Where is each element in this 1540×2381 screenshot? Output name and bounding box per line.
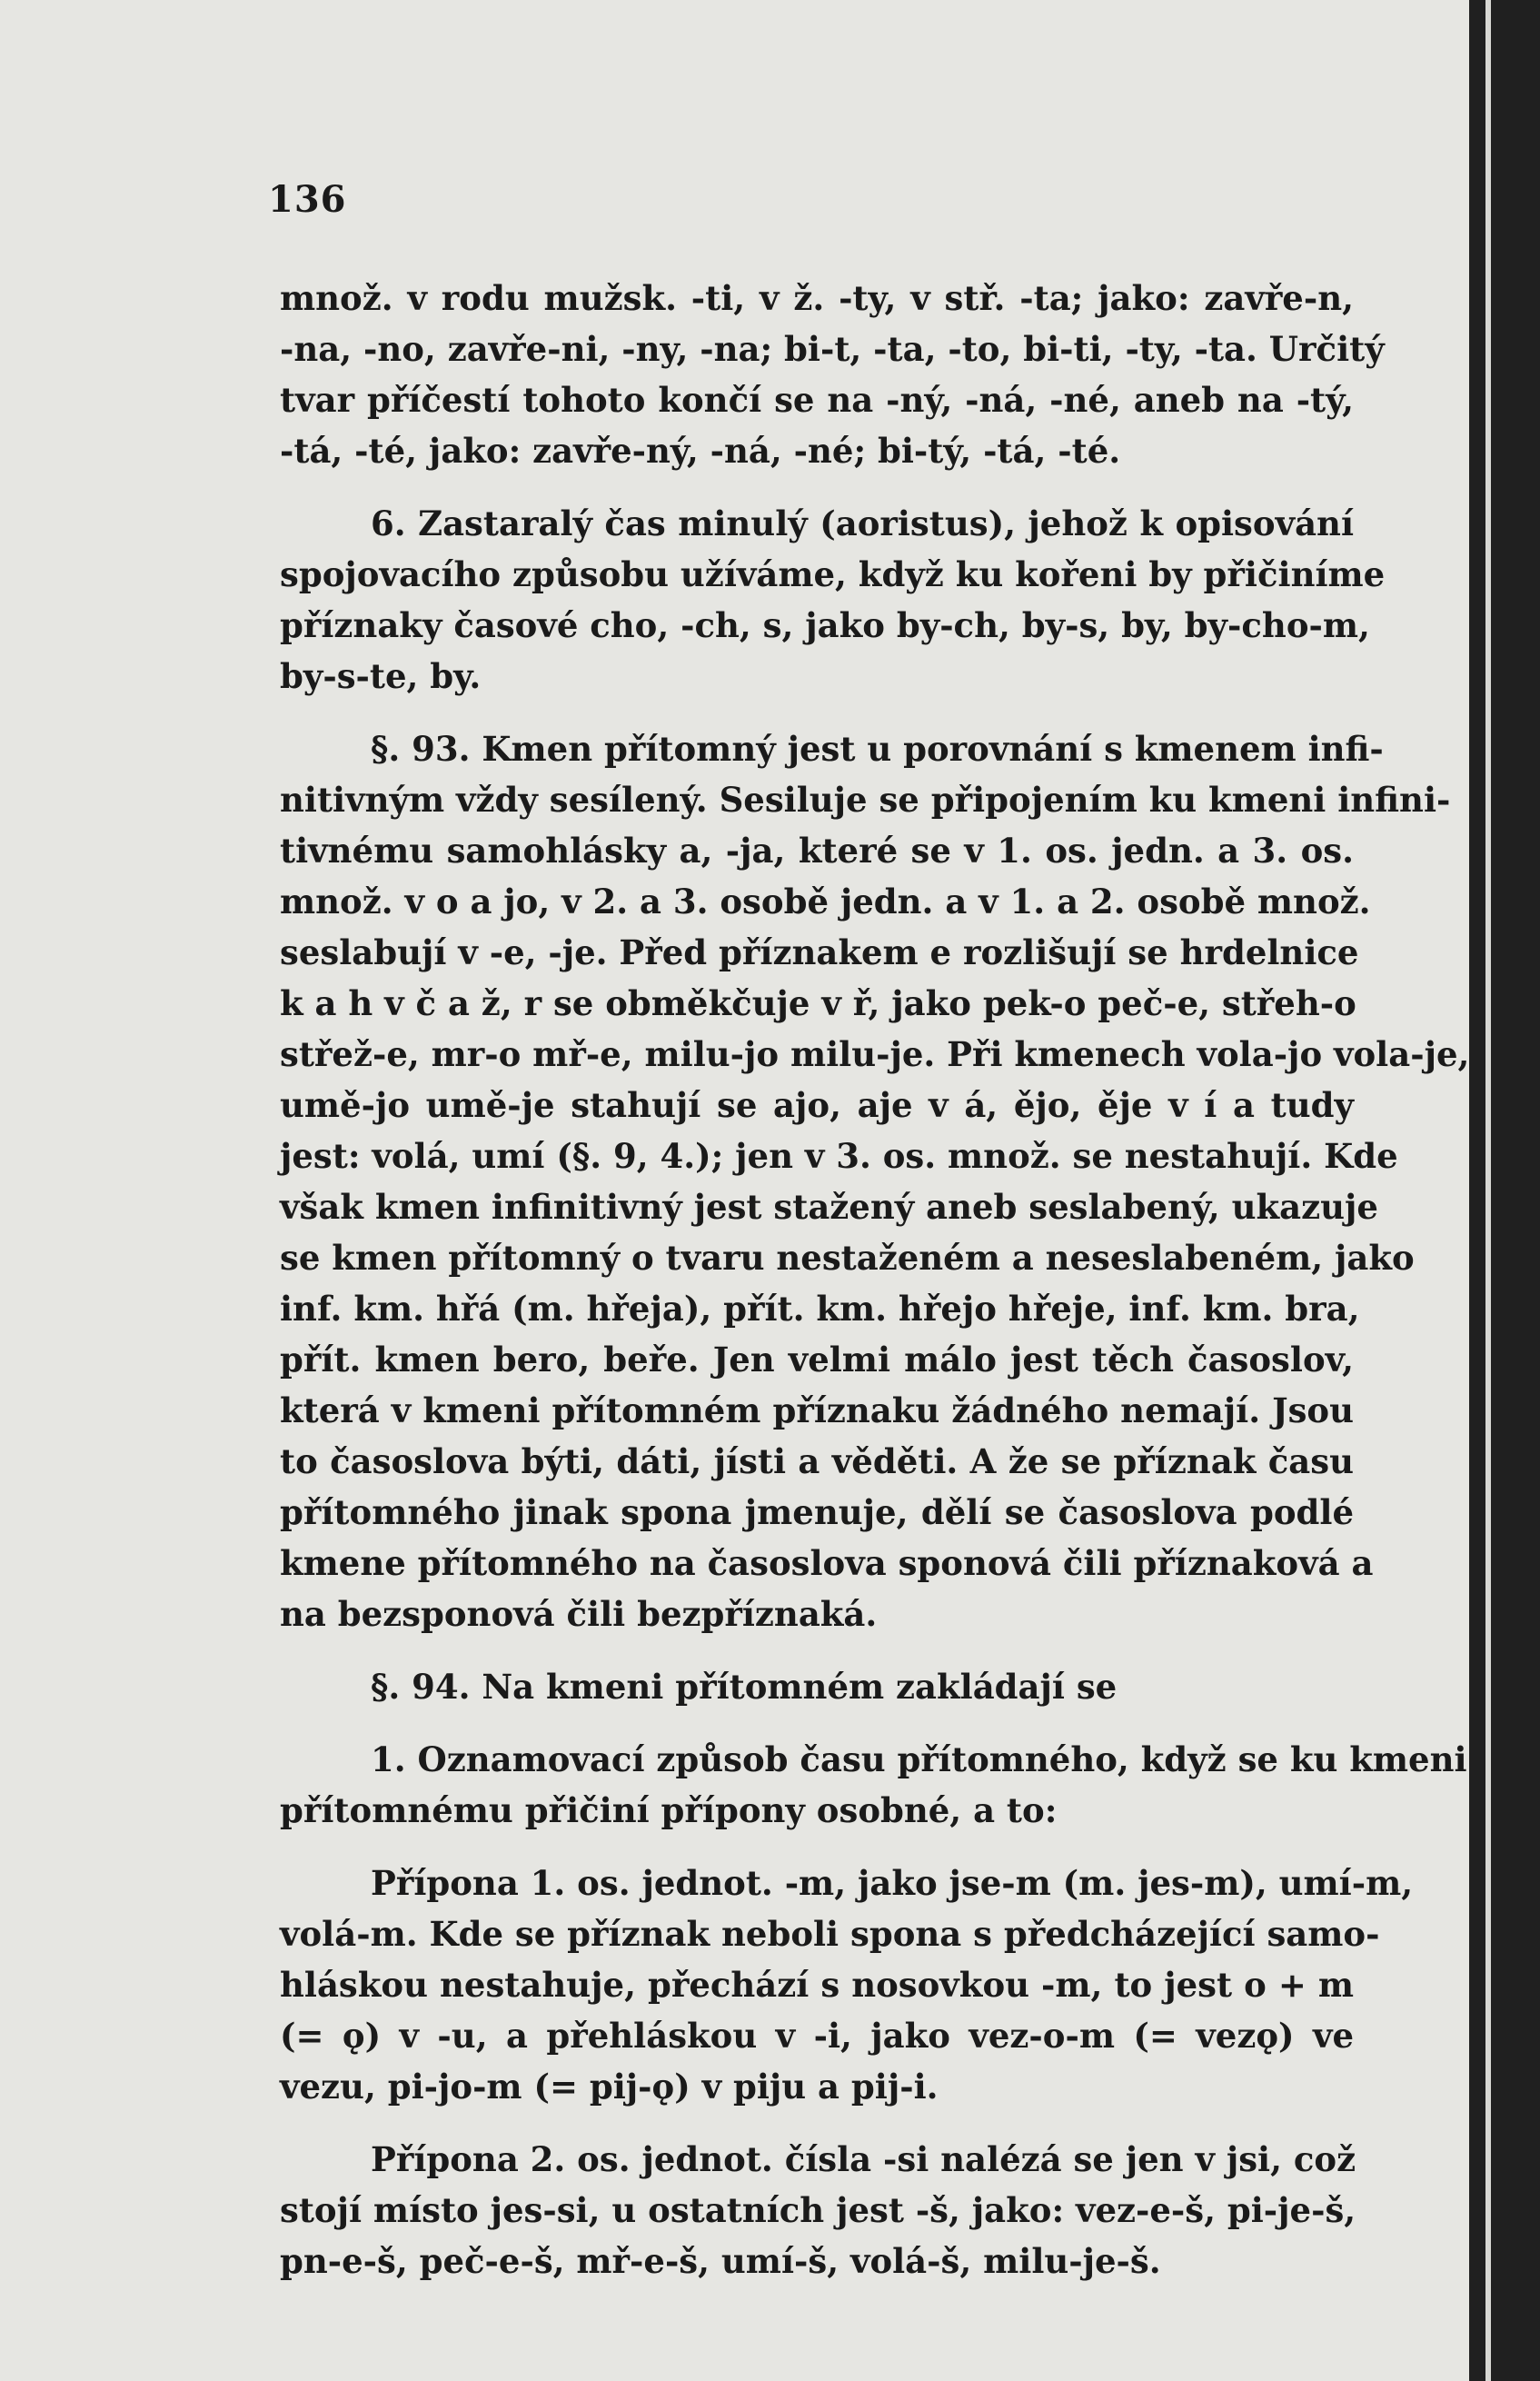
text-line: Přípona 1. os. jednot. -m, jako jse-m (m. jes-m), umí-m, (371, 1863, 1414, 1903)
text-line: volá-m. Kde se příznak neboli spona s předcházející samo- (280, 1914, 1380, 1954)
text-line: se kmen přítomný o tvaru nestaženém a neseslabeném, jako (280, 1238, 1415, 1278)
text-line: stojí místo jes-si, u ostatních jest -š, jako: vez-e-š, pi-je-š, (280, 2190, 1356, 2230)
text-line: k a h v č a ž, r se obměkčuje v ř, jako pek-o peč-e, střeh-o (280, 983, 1356, 1023)
text-line: příznaky časové cho, -ch, s, jako by-ch, by-s, by, by-cho-m, (280, 605, 1370, 645)
text-line: to časoslova býti, dáti, jísti a věděti. A že se příznak času (280, 1441, 1354, 1481)
text-line: přítomnému přičiní přípony osobné, a to: (280, 1790, 1058, 1830)
text-line: pn-e-š, peč-e-š, mř-e-š, umí-š, volá-š, milu-je-š. (280, 2241, 1161, 2281)
paragraph-p-6 (280, 498, 1386, 702)
text-line: tvar příčestí tohoto končí se na -ný, -ná, -né, aneb na -tý, (280, 380, 1354, 420)
text-line: střež-e, mr-o mř-e, milu-jo milu-je. Při kmenech vola-jo vola-je, (280, 1034, 1470, 1074)
paragraph-p-94-1 (280, 1734, 1467, 1836)
text-line: přít. kmen bero, beře. Jen velmi málo jest těch časoslov, (280, 1340, 1354, 1380)
text-line: 6. Zastaralý čas minulý (aoristus), jehož k opisování (371, 503, 1354, 543)
text-line: (= ǫ) v -u, a přehláskou v -i, jako vez-o-m (= vezǫ) ve (280, 2016, 1354, 2056)
text-line: tivnému samohlásky a, -ja, které se v 1. os. jedn. a 3. os. (280, 831, 1354, 871)
text-line: jest: volá, umí (§. 9, 4.); jen v 3. os. množ. se nestahují. Kde (280, 1136, 1398, 1176)
page-number: 136 (268, 178, 347, 221)
body-text (280, 273, 1470, 2286)
text-line: na bezsponová čili bezpříznaká. (280, 1594, 878, 1634)
text-line: inf. km. hřá (m. hřeja), přít. km. hřejo hřeje, inf. km. bra, (280, 1289, 1360, 1329)
text-line: 1. Oznamovací způsob času přítomného, když se ku kmeni (371, 1739, 1467, 1779)
text-line: hláskou nestahuje, přechází s nosovkou -m, to jest o + m (280, 1965, 1354, 2005)
text-line: spojovacího způsobu užíváme, když ku kořeni by přičiníme (280, 554, 1386, 594)
text-line: §. 94. Na kmeni přítomném zakládají se (371, 1667, 1118, 1707)
paragraph-p-pripona-2 (280, 2134, 1354, 2286)
text-line: vezu, pi-jo-m (= pij-ǫ) v piju a pij-i. (280, 2067, 939, 2107)
text-line: -tá, -té, jako: zavře-ný, -ná, -né; bi-tý, -tá, -té. (280, 431, 1121, 471)
text-line: množ. v o a jo, v 2. a 3. osobě jedn. a v 1. a 2. osobě množ. (280, 882, 1371, 922)
text-line: množ. v rodu mužsk. -ti, v ž. -ty, v stř. -ta; jako: zavře-n, (280, 278, 1354, 318)
text-line: §. 93. Kmen přítomný jest u porovnání s kmenem infi- (371, 729, 1384, 769)
text-line: nitivným vždy sesílený. Sesiluje se připojením ku kmeni infini- (280, 780, 1451, 820)
text-line: umě-jo umě-je stahují se ajo, aje v á, ějo, ěje v í a tudy (280, 1085, 1354, 1125)
text-line: by-s-te, by. (280, 656, 482, 696)
paragraph-p-pripona-1 (280, 1858, 1414, 2112)
paragraph-p-93 (280, 723, 1470, 1639)
page-edge-shadow (1469, 0, 1540, 2381)
text-line: seslabují v -e, -je. Před příznakem e rozlišují se hrdelnice (280, 932, 1359, 972)
text-line: která v kmeni přítomném příznaku žádného nemají. Jsou (280, 1390, 1354, 1430)
paragraph-p-cont (280, 273, 1385, 476)
text-line: Přípona 2. os. jednot. čísla -si nalézá se jen v jsi, což (371, 2139, 1356, 2179)
text-line: kmene přítomného na časoslova sponová čili příznaková a (280, 1543, 1374, 1583)
text-line: však kmen infinitivný jest stažený aneb seslabený, ukazuje (280, 1187, 1378, 1227)
paragraph-p-94 (280, 1661, 1354, 1712)
text-line: přítomného jinak spona jmenuje, dělí se časoslova podlé (280, 1492, 1354, 1532)
text-line: -na, -no, zavře-ni, -ny, -na; bi-t, -ta, -to, bi-ti, -ty, -ta. Určitý (280, 329, 1385, 369)
